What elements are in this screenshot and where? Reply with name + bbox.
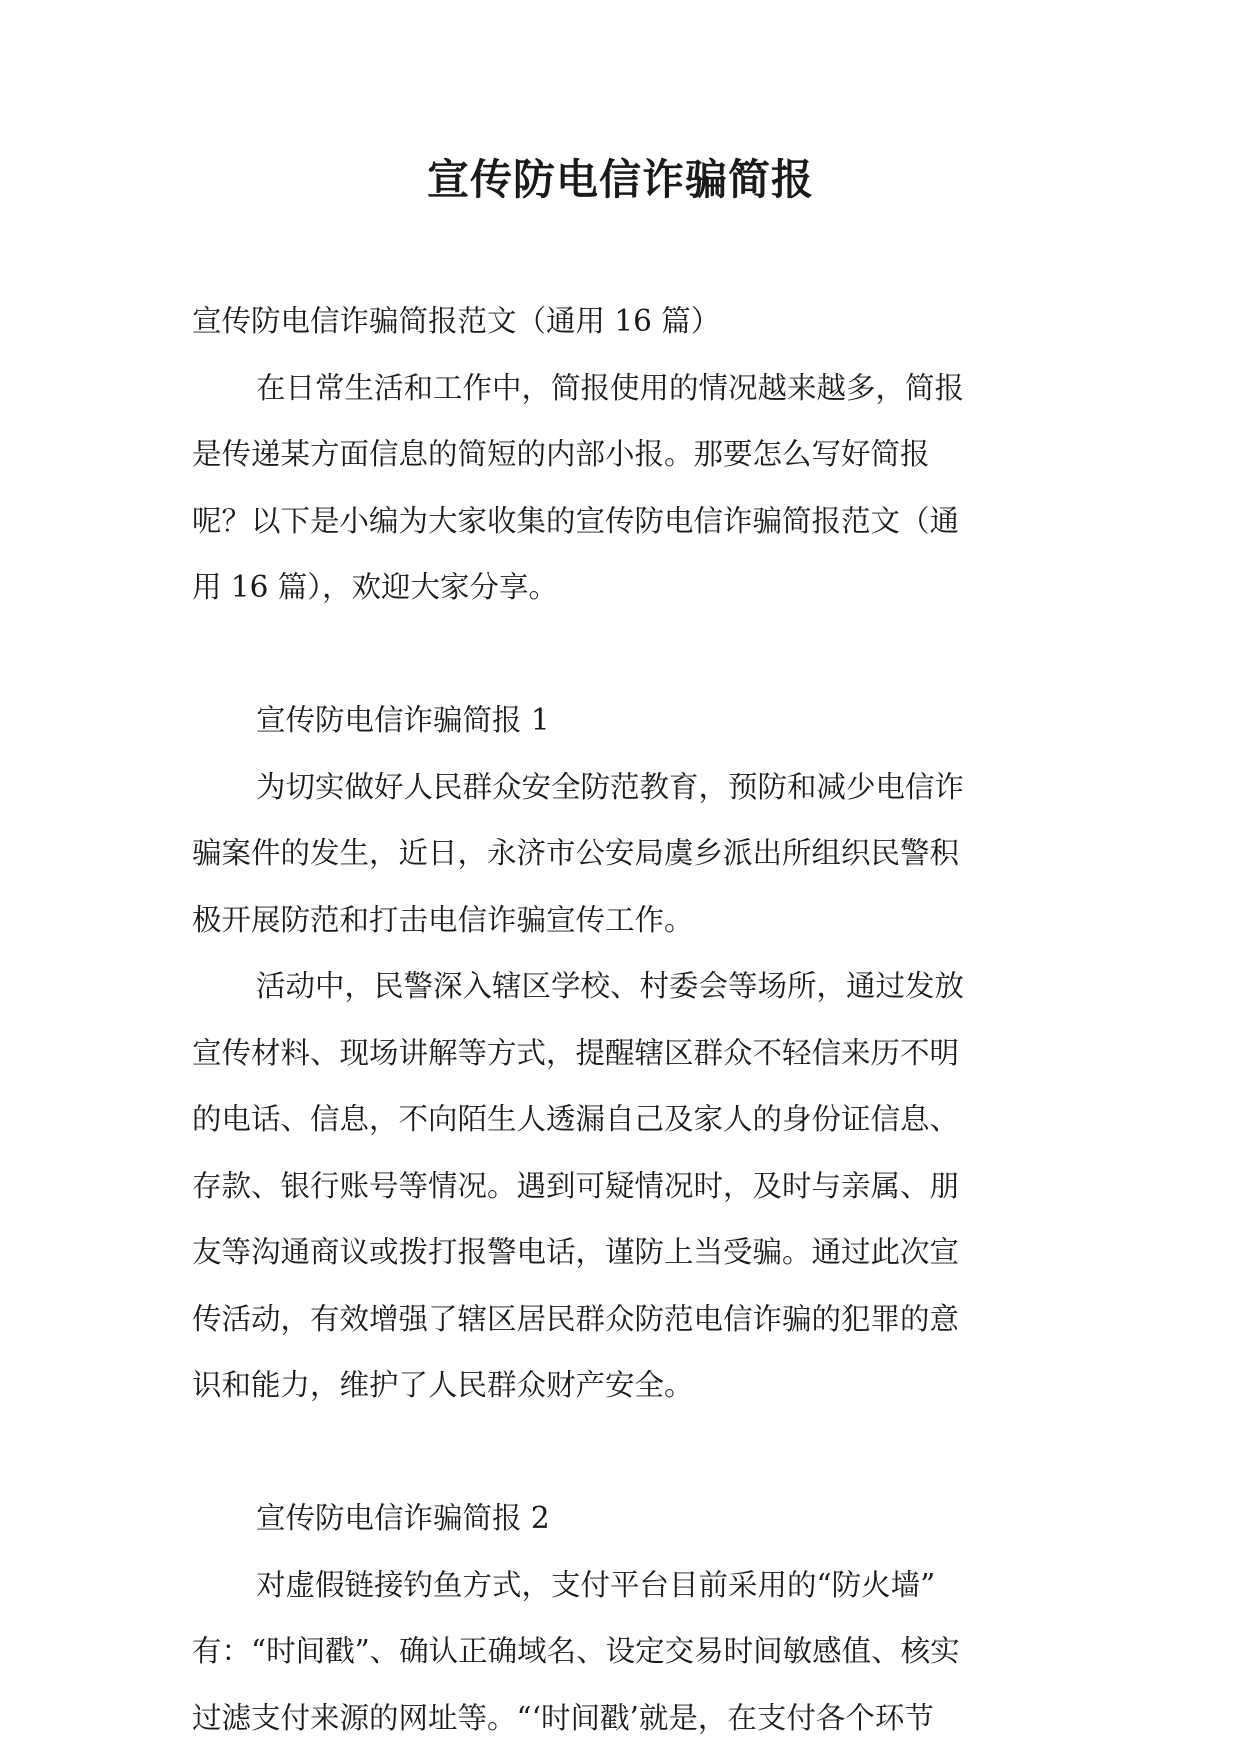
text-line: 宣传防电信诈骗简报范文（通用 16 篇） bbox=[192, 304, 721, 338]
text-line: 存款、银行账号等情况。遇到可疑情况时，及时与亲属、朋 bbox=[192, 1168, 960, 1203]
text-line: 过滤支付来源的网址等。“‘时间戳’就是，在支付各个环节 bbox=[192, 1700, 934, 1735]
blank-line bbox=[192, 621, 1052, 688]
text-line: 是传递某方面信息的简短的内部小报。那要怎么写好简报 bbox=[192, 437, 930, 471]
document-body bbox=[192, 288, 1052, 1751]
text-line: 在日常生活和工作中，简报使用的情况越来越多，简报 bbox=[256, 370, 965, 405]
text-line: 有：“时间戳”、确认正确域名、设定交易时间敏感值、核实 bbox=[192, 1634, 960, 1668]
text-line: 识和能力，维护了人民群众财产安全。 bbox=[192, 1368, 694, 1402]
text-line: 极开展防范和打击电信诈骗宣传工作。 bbox=[192, 902, 694, 937]
text-line: 传活动，有效增强了辖区居民群众防范电信诈骗的犯罪的意 bbox=[192, 1301, 960, 1336]
text-line: 宣传材料、现场讲解等方式，提醒辖区群众不轻信来历不明 bbox=[192, 1035, 960, 1070]
text-line: 的电话、信息，不向陌生人透漏自己及家人的身份证信息、 bbox=[192, 1102, 960, 1136]
text-line: 为切实做好人民群众安全防范教育，预防和减少电信诈 bbox=[256, 769, 965, 804]
text-line: 活动中，民警深入辖区学校、村委会等场所，通过发放 bbox=[256, 969, 965, 1003]
document-title: 宣传防电信诈骗简报 bbox=[426, 155, 814, 204]
text-line: 呢？以下是小编为大家收集的宣传防电信诈骗简报范文（通 bbox=[192, 503, 960, 538]
text-line: 骗案件的发生，近日，永济市公安局虞乡派出所组织民警积 bbox=[192, 836, 960, 870]
text-line: 对虚假链接钓鱼方式，支付平台目前采用的“防火墙” bbox=[256, 1567, 936, 1602]
blank-line bbox=[192, 1419, 1052, 1486]
text-line: 用 16 篇），欢迎大家分享。 bbox=[192, 570, 559, 604]
text-line: 宣传防电信诈骗简报 1 bbox=[256, 703, 550, 737]
text-line: 友等沟通商议或拨打报警电话，谨防上当受骗。通过此次宣 bbox=[192, 1235, 960, 1269]
text-line: 宣传防电信诈骗简报 2 bbox=[256, 1501, 550, 1535]
